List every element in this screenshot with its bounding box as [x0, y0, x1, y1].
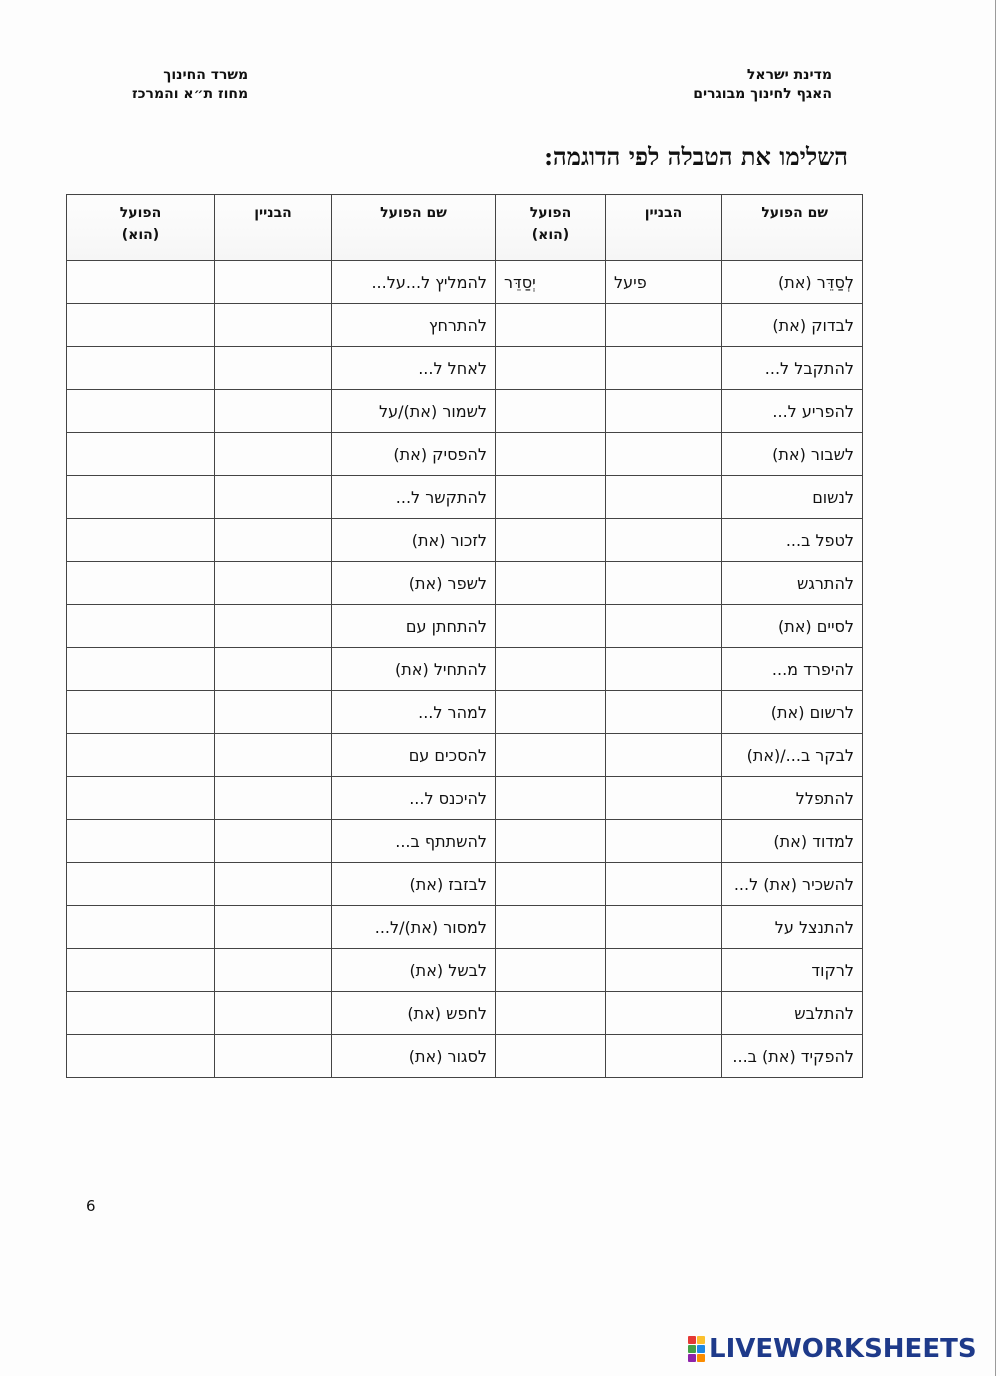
- cell-binyan-2[interactable]: [215, 863, 332, 906]
- table-row: [67, 476, 863, 519]
- logo-square: [688, 1336, 696, 1344]
- table-row: [67, 261, 863, 304]
- cell-infinitive-1: לטפל ב...: [722, 519, 863, 562]
- cell-infinitive-1: לְסַדֵּר (את): [722, 261, 863, 304]
- cell-verb-1[interactable]: [496, 562, 606, 605]
- cell-verb-1[interactable]: [496, 433, 606, 476]
- cell-infinitive-1: להפקיד (את) ב...: [722, 1035, 863, 1078]
- cell-verb-1[interactable]: [496, 949, 606, 992]
- logo-square: [688, 1345, 696, 1353]
- page-title: השלימו את הטבלה לפי הדוגמה:: [544, 142, 848, 171]
- cell-infinitive-1: למדוד (את): [722, 820, 863, 863]
- cell-verb-2[interactable]: [67, 562, 215, 605]
- cell-verb-2[interactable]: [67, 304, 215, 347]
- cell-binyan-1[interactable]: [606, 304, 722, 347]
- cell-infinitive-2: לשמור (את)/על: [332, 390, 496, 433]
- cell-infinitive-1: לרקוד: [722, 949, 863, 992]
- cell-binyan-1[interactable]: [606, 992, 722, 1035]
- cell-binyan-2[interactable]: [215, 691, 332, 734]
- table-row: [67, 992, 863, 1035]
- table-row: [67, 304, 863, 347]
- cell-infinitive-2: למהר ל...: [332, 691, 496, 734]
- cell-verb-2[interactable]: [67, 347, 215, 390]
- cell-verb-1[interactable]: [496, 519, 606, 562]
- cell-binyan-2[interactable]: [215, 433, 332, 476]
- cell-verb-2[interactable]: [67, 390, 215, 433]
- cell-verb-1[interactable]: [496, 777, 606, 820]
- cell-binyan-2[interactable]: [215, 949, 332, 992]
- cell-infinitive-2: להסכים עם: [332, 734, 496, 777]
- cell-verb-2[interactable]: [67, 863, 215, 906]
- cell-binyan-1[interactable]: [606, 433, 722, 476]
- cell-binyan-2[interactable]: [215, 648, 332, 691]
- cell-verb-1[interactable]: [496, 906, 606, 949]
- cell-infinitive-1: להיפרד מ...: [722, 648, 863, 691]
- cell-infinitive-1: להתנצל על: [722, 906, 863, 949]
- header-right: [693, 66, 832, 104]
- cell-infinitive-2: לזכור (את): [332, 519, 496, 562]
- cell-infinitive-1: לשבור (את): [722, 433, 863, 476]
- cell-infinitive-2: להתחתן עם: [332, 605, 496, 648]
- cell-verb-2[interactable]: [67, 1035, 215, 1078]
- cell-binyan-1[interactable]: [606, 820, 722, 863]
- header-infinitive-2: שם הפועל: [332, 195, 496, 261]
- header-verb-2: הפועל (הוא): [67, 195, 215, 261]
- cell-verb-1[interactable]: יְסַדֵּר: [496, 261, 606, 304]
- cell-verb-2[interactable]: [67, 648, 215, 691]
- table-row: [67, 562, 863, 605]
- header-left-line-2: מחוז ת״א והמרכז: [132, 86, 249, 102]
- cell-binyan-1[interactable]: [606, 347, 722, 390]
- cell-infinitive-2: להשתתף ב...: [332, 820, 496, 863]
- cell-binyan-2[interactable]: [215, 605, 332, 648]
- cell-binyan-2[interactable]: [215, 992, 332, 1035]
- cell-infinitive-2: לבזבז (את): [332, 863, 496, 906]
- cell-verb-2[interactable]: [67, 949, 215, 992]
- cell-verb-2[interactable]: [67, 691, 215, 734]
- liveworksheets-logo-text: LIVEWORKSHEETS: [709, 1334, 977, 1364]
- cell-binyan-2[interactable]: [215, 906, 332, 949]
- cell-binyan-2[interactable]: [215, 777, 332, 820]
- table-body: [67, 261, 863, 1078]
- header-left: [132, 66, 248, 104]
- cell-verb-1[interactable]: [496, 820, 606, 863]
- cell-verb-2[interactable]: [67, 734, 215, 777]
- cell-binyan-1[interactable]: [606, 777, 722, 820]
- table-row: [67, 906, 863, 949]
- cell-infinitive-1: לבדוק (את): [722, 304, 863, 347]
- cell-verb-2[interactable]: [67, 906, 215, 949]
- cell-infinitive-2: להתקשר ל...: [332, 476, 496, 519]
- header-binyan-2: הבניין: [215, 195, 332, 261]
- cell-verb-2[interactable]: [67, 820, 215, 863]
- header-right-line-2: האגף לחינוך מבוגרים: [693, 86, 832, 102]
- cell-binyan-1[interactable]: [606, 476, 722, 519]
- table-row: [67, 390, 863, 433]
- cell-verb-1[interactable]: [496, 390, 606, 433]
- cell-binyan-1[interactable]: [606, 562, 722, 605]
- table-row: [67, 605, 863, 648]
- cell-infinitive-1: להתלבש: [722, 992, 863, 1035]
- table-row: [67, 519, 863, 562]
- cell-binyan-2[interactable]: [215, 304, 332, 347]
- cell-binyan-2[interactable]: [215, 390, 332, 433]
- cell-infinitive-2: להפסיק (את): [332, 433, 496, 476]
- cell-verb-1[interactable]: [496, 691, 606, 734]
- cell-verb-1[interactable]: [496, 734, 606, 777]
- cell-binyan-2[interactable]: [215, 261, 332, 304]
- cell-verb-1[interactable]: [496, 605, 606, 648]
- cell-binyan-1[interactable]: [606, 605, 722, 648]
- cell-infinitive-1: להתקבל ל...: [722, 347, 863, 390]
- logo-square: [688, 1354, 696, 1362]
- cell-verb-1[interactable]: [496, 476, 606, 519]
- table-row: [67, 1035, 863, 1078]
- cell-infinitive-1: להפריע ל...: [722, 390, 863, 433]
- logo-square: [697, 1336, 705, 1344]
- cell-verb-2[interactable]: [67, 476, 215, 519]
- cell-binyan-2[interactable]: [215, 562, 332, 605]
- cell-binyan-2[interactable]: [215, 476, 332, 519]
- cell-infinitive-2: לאחל ל...: [332, 347, 496, 390]
- header-right-line-1: מדינת ישראל: [746, 67, 832, 83]
- cell-binyan-2[interactable]: [215, 1035, 332, 1078]
- cell-verb-1[interactable]: [496, 648, 606, 691]
- cell-infinitive-1: להתרגש: [722, 562, 863, 605]
- cell-infinitive-1: לרשום (את): [722, 691, 863, 734]
- cell-infinitive-2: לחפש (את): [332, 992, 496, 1035]
- cell-infinitive-2: לשפר (את): [332, 562, 496, 605]
- cell-infinitive-2: להתחיל (את): [332, 648, 496, 691]
- cell-infinitive-2: להיכנס ל...: [332, 777, 496, 820]
- cell-binyan-2[interactable]: [215, 734, 332, 777]
- cell-binyan-2[interactable]: [215, 820, 332, 863]
- header-infinitive-1: שם הפועל: [722, 195, 863, 261]
- table-row: [67, 347, 863, 390]
- cell-verb-1[interactable]: [496, 347, 606, 390]
- cell-binyan-1[interactable]: [606, 1035, 722, 1078]
- cell-binyan-2[interactable]: [215, 519, 332, 562]
- cell-verb-1[interactable]: [496, 992, 606, 1035]
- cell-verb-1[interactable]: [496, 304, 606, 347]
- header-left-line-1: משרד החינוך: [163, 67, 249, 83]
- cell-verb-1[interactable]: [496, 1035, 606, 1078]
- cell-infinitive-2: לסגור (את): [332, 1035, 496, 1078]
- cell-infinitive-1: להתפלל: [722, 777, 863, 820]
- cell-verb-2[interactable]: [67, 777, 215, 820]
- cell-verb-2[interactable]: [67, 261, 215, 304]
- table-row: [67, 691, 863, 734]
- cell-infinitive-1: לבקר ב.../(את): [722, 734, 863, 777]
- cell-binyan-1[interactable]: [606, 519, 722, 562]
- cell-infinitive-2: להמליץ ל...על...: [332, 261, 496, 304]
- cell-verb-2[interactable]: [67, 605, 215, 648]
- table-row: [67, 820, 863, 863]
- table-row: [67, 648, 863, 691]
- cell-infinitive-2: להתרחץ: [332, 304, 496, 347]
- cell-infinitive-1: להשכיר (את) ל...: [722, 863, 863, 906]
- page-edge-line: [995, 0, 996, 1376]
- verb-table: [66, 194, 863, 1078]
- cell-verb-1[interactable]: [496, 863, 606, 906]
- logo-square: [697, 1354, 705, 1362]
- liveworksheets-logo-icon: [688, 1336, 705, 1362]
- cell-binyan-1[interactable]: [606, 863, 722, 906]
- cell-infinitive-1: לנשום: [722, 476, 863, 519]
- table-row: [67, 433, 863, 476]
- cell-infinitive-2: לבשל (את): [332, 949, 496, 992]
- table-row: [67, 777, 863, 820]
- cell-binyan-1[interactable]: פיעל: [606, 261, 722, 304]
- cell-binyan-1[interactable]: [606, 390, 722, 433]
- cell-binyan-1[interactable]: [606, 906, 722, 949]
- cell-infinitive-2: למסור (את)/ל...: [332, 906, 496, 949]
- cell-verb-2[interactable]: [67, 519, 215, 562]
- table-header-row: [67, 195, 863, 261]
- cell-binyan-1[interactable]: [606, 949, 722, 992]
- page-number: 6: [86, 1197, 96, 1215]
- logo-square: [697, 1345, 705, 1353]
- table-row: [67, 734, 863, 777]
- table-row: [67, 863, 863, 906]
- cell-verb-2[interactable]: [67, 992, 215, 1035]
- cell-verb-2[interactable]: [67, 433, 215, 476]
- table-row: [67, 949, 863, 992]
- cell-binyan-1[interactable]: [606, 734, 722, 777]
- liveworksheets-logo: [688, 1334, 977, 1364]
- header-verb-1: הפועל (הוא): [496, 195, 606, 261]
- cell-infinitive-1: לסיים (את): [722, 605, 863, 648]
- cell-binyan-1[interactable]: [606, 648, 722, 691]
- cell-binyan-1[interactable]: [606, 691, 722, 734]
- header-binyan-1: הבניין: [606, 195, 722, 261]
- cell-binyan-2[interactable]: [215, 347, 332, 390]
